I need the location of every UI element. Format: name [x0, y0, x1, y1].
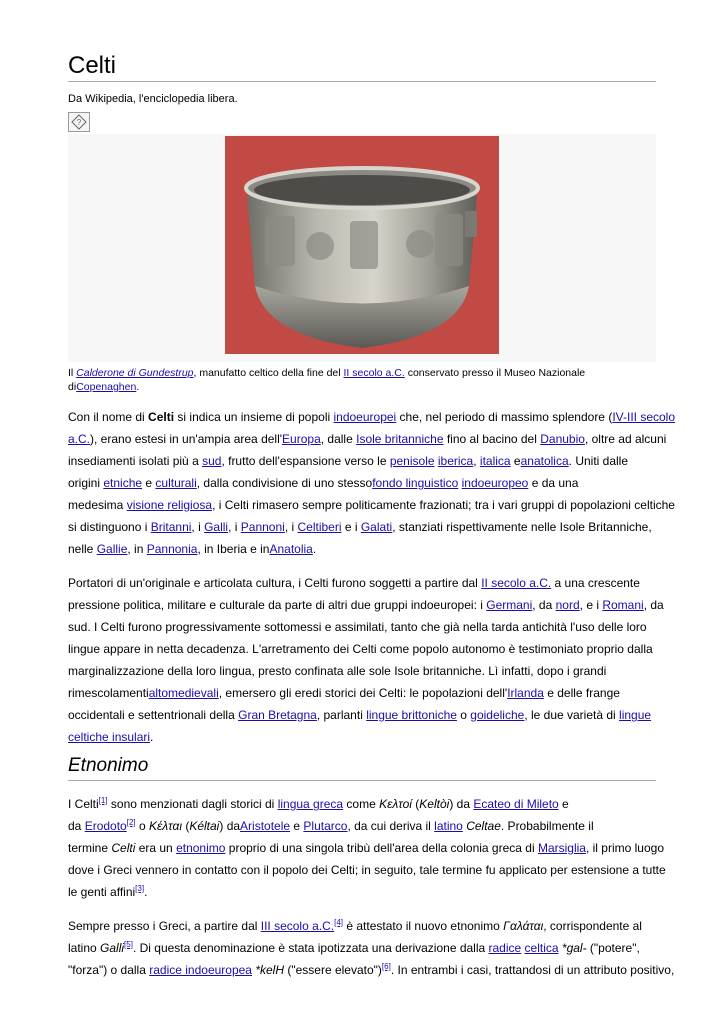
bold-term: Celti: [148, 410, 175, 424]
link[interactable]: iberica: [437, 454, 474, 468]
caption-text: .: [136, 381, 140, 393]
link[interactable]: etniche: [103, 476, 143, 490]
link[interactable]: Celtiberi: [297, 520, 342, 534]
link[interactable]: III secolo a.C.: [260, 919, 335, 933]
paragraph-galati: Sempre presso i Greci, a partire dal III secolo a.C.[4] è attestato il nuovo etnonimo Γαλάται, corrispondente al latino Galli[5]. Di questa denominazione è stata ipotizzata una derivazione dalla radice celtica *gal- ("potere", "forza") o dalla radice indoeuropea *kelH ("essere elevato")[6]. In entrambi i casi, trattandosi di un attributo positivo,: [68, 918, 675, 977]
link[interactable]: Britanni: [150, 520, 192, 534]
link-calderone[interactable]: Calderone di Gundestrup: [76, 367, 194, 379]
link[interactable]: radice indoeuropea: [149, 963, 252, 977]
link[interactable]: Gallie: [96, 542, 128, 556]
link[interactable]: Ecateo di Mileto: [473, 797, 559, 811]
link[interactable]: celtica: [524, 941, 559, 955]
figure-caption: [68, 366, 656, 394]
link[interactable]: anatolica: [520, 454, 569, 468]
link[interactable]: Aristotele: [240, 819, 291, 833]
footnote-link[interactable]: [3]: [135, 884, 145, 893]
link[interactable]: italica: [479, 454, 511, 468]
footnote-link[interactable]: [1]: [98, 796, 108, 805]
footnote-link[interactable]: [5]: [124, 940, 133, 949]
paragraph-intro: Con il nome di Celti si indica un insieme di popoli indoeuropei che, nel periodo di massimo splendore (IV-III secolo a.C.), erano estesi in un'ampia area dell'Europa, dalle Isole britanniche fino al bacino del Danubio, oltre ad alcuni insediamenti isolati più a sud, frutto dell'espansione verso le penisole iberica, italica eanatolica. Uniti dalle origini etniche e culturali, dalla condivisione di uno stessofondo linguistico indoeuropeo e da una medesima visione religiosa, i Celti rimasero sempre politicamente frazionati; tra i vari gruppi di popolazioni celtiche si distinguono i Britanni, i Galli, i Pannoni, i Celtiberi e i Galati, stanziati rispettivamente nelle Isole Britanniche, nelle Gallie, in Pannonia, in Iberia e inAnatolia.: [68, 410, 676, 556]
link[interactable]: sud: [202, 454, 222, 468]
footnote-link[interactable]: [2]: [126, 818, 136, 827]
page-subtitle: Da Wikipedia, l'enciclopedia libera.: [68, 93, 238, 105]
svg-text:?: ?: [76, 118, 82, 127]
link[interactable]: lingue brittoniche: [366, 708, 457, 722]
link-ii-secolo[interactable]: II secolo a.C.: [343, 367, 405, 379]
gundestrup-cauldron-image[interactable]: [225, 136, 499, 354]
edit-icon[interactable]: [68, 112, 90, 132]
link[interactable]: a.C.: [68, 432, 91, 446]
paragraph-history: Portatori di un'originale e articolata cultura, i Celti furono soggetti a partire dal II secolo a.C. a una crescente pressione politica, militare e culturale da parte di altri due gruppi indoeuropei: i Germani, da nord, e i Romani, da sud. I Celti furono progressivamente sottomessi e assimilati, tanto che già nella tarda antichità l'uso delle loro lingue appare in netta decadenza. L'arretramento dei Celti come popolo autonomo è testimoniato proprio dalla marginalizzazione della loro lingua, presto confinata alle sole Isole britanniche. Lì infatti, dopo i grandi rimescolamentialtomedievali, emersero gli eredi storici dei Celti: le popolazioni dell'Irlanda e delle frange occidentali e settentrionali della Gran Bretagna, parlanti lingue brittoniche o goideliche, le due varietà di lingue celtiche insulari.: [68, 576, 664, 744]
link[interactable]: Pannoni: [240, 520, 285, 534]
article: [68, 0, 676, 981]
footnote-link[interactable]: [6]: [381, 962, 391, 971]
link[interactable]: Galati: [360, 520, 393, 534]
link[interactable]: Romani: [602, 598, 644, 612]
page-title: Celti: [68, 0, 656, 82]
link[interactable]: Anatolia: [269, 542, 313, 556]
link[interactable]: Galli: [204, 520, 229, 534]
link-copenaghen[interactable]: Copenaghen: [76, 381, 137, 393]
caption-text: , manufatto celtico della fine del: [193, 367, 344, 379]
link[interactable]: Plutarco: [303, 819, 348, 833]
link[interactable]: goideliche: [470, 708, 525, 722]
link[interactable]: etnonimo: [176, 841, 226, 855]
link[interactable]: Erodoto: [84, 819, 127, 833]
link[interactable]: indoeuropei: [333, 410, 397, 424]
link[interactable]: Irlanda: [507, 686, 544, 700]
link[interactable]: IV-III secolo: [612, 410, 676, 424]
link[interactable]: altomedievali: [148, 686, 219, 700]
paragraph-etnonimo: I Celti[1] sono menzionati dagli storici di lingua greca come Κελτοί (Keltòi) da Ecateo di Mileto e da Erodoto[2] o Κέλται (Kéltai) daAristotele e Plutarco, da cui deriva il latino Celtae. Probabilmente il termine Celti era un etnonimo proprio di una singola tribù dell'area della colonia greca di Marsiglia, il primo luogo dove i Greci vennero in contatto con il popolo dei Celti; in seguito, tale termine fu applicato per estensione a tutte le genti affini[3].: [68, 796, 666, 899]
link[interactable]: fondo linguistico: [372, 476, 459, 490]
link[interactable]: Pannonia: [146, 542, 198, 556]
link[interactable]: II secolo a.C.: [481, 576, 552, 590]
link[interactable]: visione religiosa: [126, 498, 213, 512]
link[interactable]: celtiche insulari: [68, 730, 151, 744]
link[interactable]: penisole: [389, 454, 435, 468]
link[interactable]: Gran Bretagna: [238, 708, 317, 722]
link[interactable]: culturali: [155, 476, 197, 490]
link[interactable]: indoeuropeo: [461, 476, 529, 490]
link[interactable]: Marsiglia: [537, 841, 586, 855]
link[interactable]: Europa: [282, 432, 321, 446]
caption-text: conservato presso il Museo Nazionale di: [68, 367, 586, 393]
figure: [68, 134, 656, 362]
link[interactable]: Isole britanniche: [356, 432, 444, 446]
link[interactable]: lingue: [619, 708, 652, 722]
link[interactable]: nord: [555, 598, 580, 612]
link[interactable]: radice: [488, 941, 522, 955]
link[interactable]: latino: [434, 819, 463, 833]
link[interactable]: Germani: [486, 598, 533, 612]
link[interactable]: lingua greca: [277, 797, 344, 811]
footnote-link[interactable]: [4]: [334, 918, 344, 927]
link[interactable]: Danubio: [540, 432, 585, 446]
section-heading-etnonimo: Etnonimo: [68, 754, 656, 781]
caption-text: Il: [68, 367, 77, 379]
